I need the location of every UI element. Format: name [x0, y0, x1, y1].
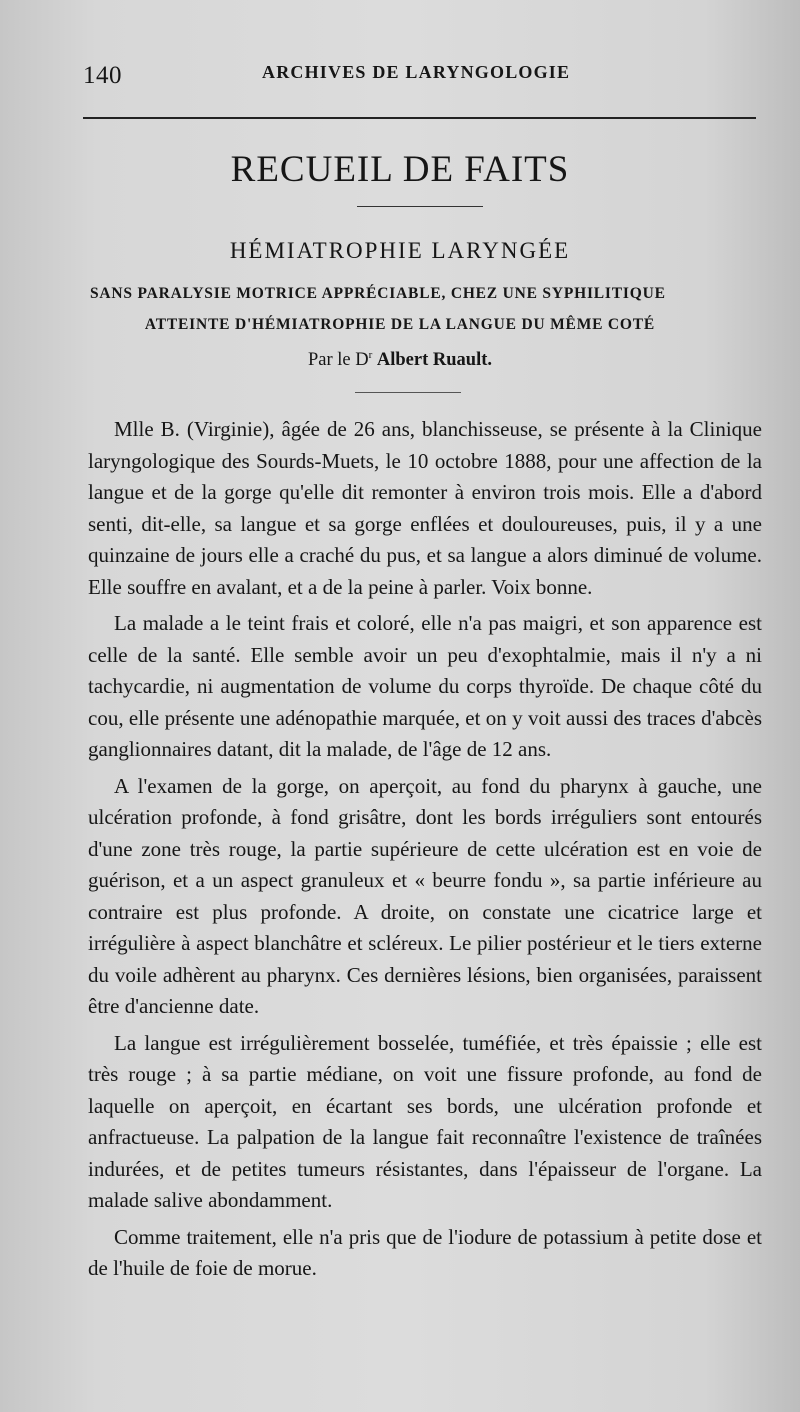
- article-subtitle-line-2: ATTEINTE D'HÉMIATROPHIE DE LA LANGUE DU MÊME COTÉ: [144, 316, 656, 333]
- paragraph-5: Comme traitement, elle n'a pris que de l'iodure de potassium à petite dose et de l'huile de foie de morue.: [88, 1224, 762, 1280]
- article-title: HÉMIATROPHIE LARYNGÉE: [229, 238, 571, 263]
- article-body: [88, 414, 762, 1290]
- article-subtitle-line-1: SANS PARALYSIE MOTRICE APPRÉCIABLE, CHEZ UNE SYPHILITIQUE: [90, 285, 666, 302]
- section-title: RECUEIL DE FAITS: [230, 149, 570, 190]
- page-number: 140: [83, 62, 122, 89]
- byline-superscript: r: [368, 349, 373, 361]
- byline-divider: [355, 392, 461, 393]
- paragraph-3: A l'examen de la gorge, on aperçoit, au fond du pharynx à gauche, une ulcération profonde, à fond grisâtre, dont les bords irréguliers sont entourés d'une zone très rouge, la partie supérieure de cette ulcération est en voie de guérison, et a un aspect granuleux et « beurre fondu », sa partie inférieure au contraire est plus profonde. A droite, on constate une cicatrice large et irrégulière à aspect blanchâtre et scléreux. Le pilier postérieur et le tiers externe du voile adhèrent au pharynx. Ces dernières lésions, bien organisées, paraissent être d'ancienne date.: [88, 773, 762, 1018]
- header-rule: [83, 117, 756, 119]
- paragraph-4: La langue est irrégulièrement bosselée, tuméfiée, et très épaissie ; elle est très rouge ; à sa partie médiane, on voit une fissure profonde, au fond de laquelle on aperçoit, en écartant ses bords, une ulcération profonde et anfractueuse. La palpation de la langue fait reconnaître l'existence de traînées indurées, et de petites tumeurs résistantes, dans l'épaisseur de l'organe. La malade salive abondamment.: [88, 1030, 762, 1212]
- paragraph-2: La malade a le teint frais et coloré, elle n'a pas maigri, et son apparence est celle de la santé. Elle semble avoir un peu d'exophtalmie, mais il n'y a ni tachycardie, ni augmentation de volume du corps thyroïde. De chaque côté du cou, elle présente une adénopathie marquée, et on y voit aussi des traces d'abcès ganglionnaires datant, dit la malade, de l'âge de 12 ans.: [88, 611, 762, 761]
- byline: [0, 349, 800, 371]
- author-name: Albert Ruault.: [376, 350, 493, 371]
- paragraph-1: Mlle B. (Virginie), âgée de 26 ans, blanchisseuse, se présente à la Clinique laryngologique des Sourds-Muets, le 10 octobre 1888, pour une affection de la langue et de la gorge qu'elle dit remonter à environ trois mois. Elle a d'abord senti, dit-elle, sa langue et sa gorge enflées et douloureuses, puis, il y a une quinzaine de jours elle a craché du pus, et sa langue a alors diminué de volume. Elle souffre en avalant, et a de la peine à parler. Voix bonne.: [88, 417, 762, 599]
- section-divider: [357, 206, 483, 207]
- running-title: ARCHIVES DE LARYNGOLOGIE: [262, 62, 571, 82]
- byline-prefix: Par le D: [307, 350, 369, 371]
